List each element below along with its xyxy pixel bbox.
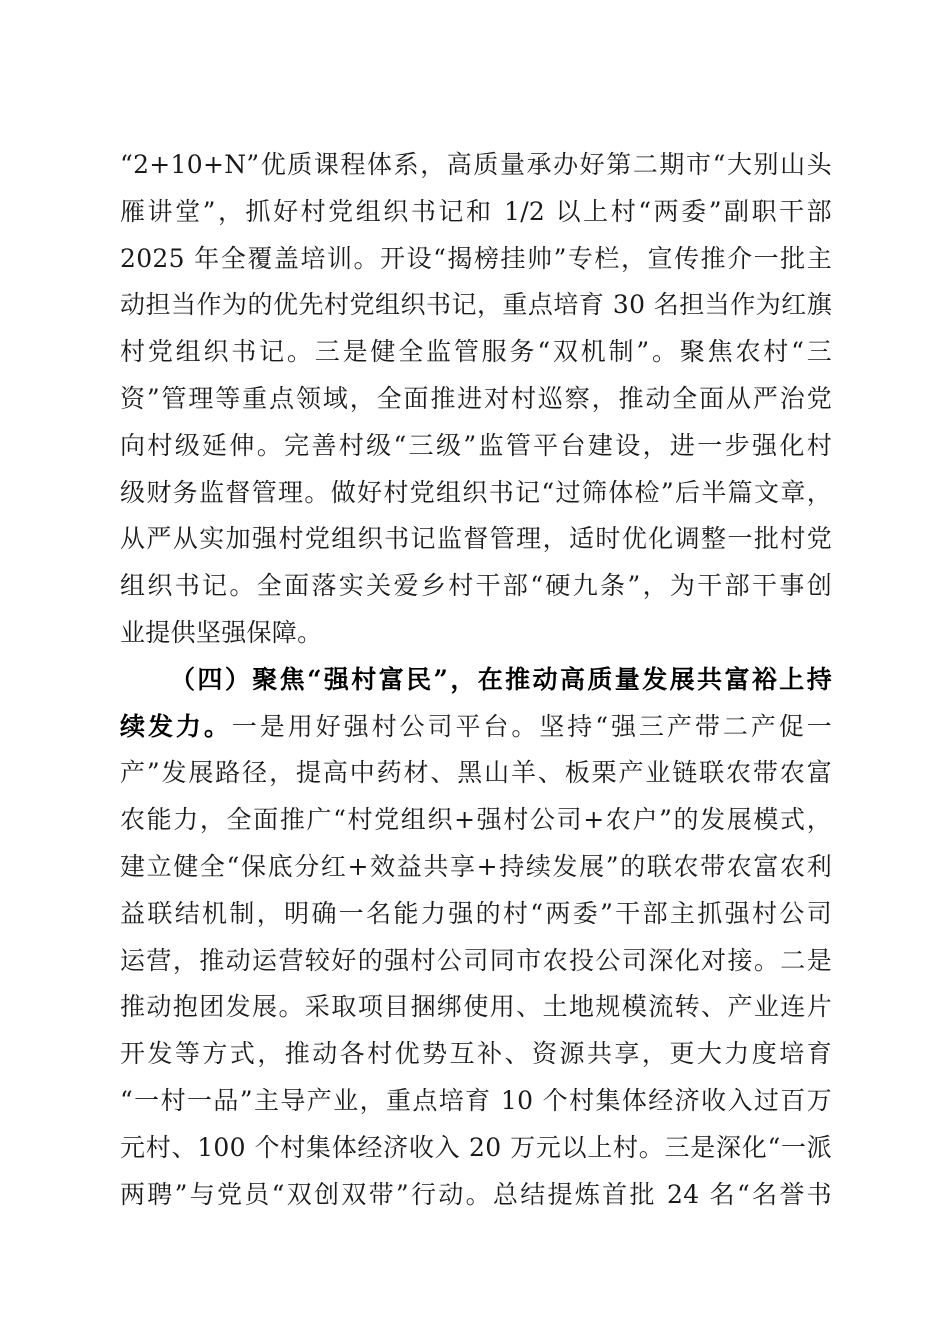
text-line: 益联结机制，明确一名能力强的村“两委”干部主抓强村公司: [120, 898, 832, 928]
text-line: 动担当作为的优先村党组织书记，重点培育 30 名担当作为红旗: [120, 290, 832, 320]
text-line: 元村、100 个村集体经济收入 20 万元以上村。三是深化“一派: [120, 1132, 832, 1162]
body-text: [120, 142, 832, 1218]
section-heading: （四）聚焦“强村富民”，在推动高质量发展共富裕上持: [170, 664, 832, 694]
text-line: 从严从实加强村党组织书记监督管理，适时优化调整一批村党: [120, 524, 832, 554]
text-line: 推动抱团发展。采取项目捆绑使用、土地规模流转、产业连片: [120, 992, 832, 1022]
text-line: [120, 704, 832, 751]
text-line: 开发等方式，推动各村优势互补、资源共享，更大力度培育: [120, 1039, 832, 1069]
text-line: 产”发展路径，提高中药材、黑山羊、板栗产业链联农带农富: [120, 758, 832, 788]
text-line: 级财务监督管理。做好村党组织书记“过筛体检”后半篇文章，: [120, 477, 832, 507]
section-heading-end: 续发力。: [120, 711, 232, 741]
text-line: 农能力，全面推广“村党组织+强村公司+农户”的发展模式，: [120, 805, 832, 835]
section-heading-line: [120, 657, 832, 704]
text-line: 村党组织书记。三是健全监管服务“双机制”。聚焦农村“三: [120, 337, 832, 367]
text-line: 2025 年全覆盖培训。开设“揭榜挂帅”专栏，宣传推介一批主: [120, 243, 832, 273]
text-line: 资”管理等重点领域，全面推进对村巡察，推动全面从严治党: [120, 383, 832, 413]
text-line: 建立健全“保底分红+效益共享+持续发展”的联农带农富农利: [120, 851, 832, 881]
text-span: 一是用好强村公司平台。坚持“强三产带二产促一: [231, 711, 832, 741]
text-line: 运营，推动运营较好的强村公司同市农投公司深化对接。二是: [120, 945, 832, 975]
text-line: “2+10+N”优质课程体系，高质量承办好第二期市“大别山头: [120, 150, 832, 179]
text-line: “一村一品”主导产业，重点培育 10 个村集体经济收入过百万: [120, 1085, 832, 1115]
text-line: 向村级延伸。完善村级“三级”监管平台建设，进一步强化村: [120, 430, 832, 460]
text-line: 业提供坚强保障。: [120, 617, 323, 647]
text-line: 两聘”与党员“双创双带”行动。总结提炼首批 24 名“名誉书: [120, 1179, 832, 1209]
text-line: 组织书记。全面落实关爱乡村干部“硬九条”，为干部干事创: [120, 571, 832, 601]
text-line: 雁讲堂”，抓好村党组织书记和 1/2 以上村“两委”副职干部: [120, 196, 832, 226]
